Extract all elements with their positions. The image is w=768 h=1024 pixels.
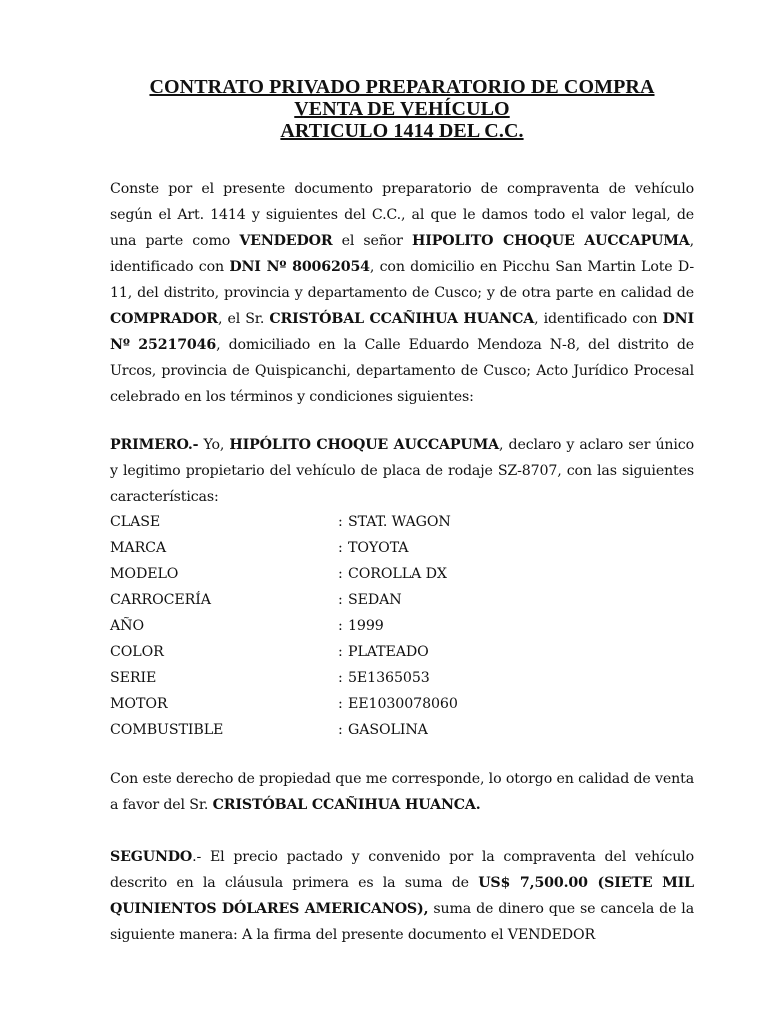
- spec-key: SERIE: [110, 670, 157, 686]
- segundo-paragraph: [110, 844, 694, 948]
- segundo-amount: US$ 7,500.00 (SIETE MIL QUINIENTOS DÓLARES AMERICANOS),: [110, 875, 694, 917]
- document-title: [60, 76, 744, 142]
- spec-value: 5E1365053: [348, 670, 430, 686]
- segundo-label: SEGUNDO: [110, 849, 193, 865]
- title-line-1: CONTRATO PRIVADO PREPARATORIO DE COMPRA: [149, 76, 655, 98]
- vendedor-name: HIPOLITO CHOQUE AUCCAPUMA: [411, 233, 690, 249]
- intro-text: , identificado con: [534, 311, 663, 327]
- spec-value: 1999: [348, 618, 384, 634]
- spec-row: [110, 717, 694, 743]
- spec-value: SEDAN: [348, 592, 402, 608]
- propiedad-text: Con este derecho de propiedad que me corresponde, lo otorgo en calidad de venta a favor del Sr.: [110, 771, 694, 813]
- spec-row: [110, 561, 694, 587]
- spec-row: [110, 535, 694, 561]
- primero-paragraph: [110, 432, 694, 510]
- spec-key: MODELO: [110, 566, 179, 582]
- segundo-text: suma de dinero que se cancela de la siguiente manera: A la firma del presente documento el VENDEDOR: [110, 901, 694, 943]
- spec-separator: :: [338, 670, 343, 686]
- spec-separator: :: [338, 644, 343, 660]
- vendedor-dni: DNI Nº 80062054: [229, 259, 370, 275]
- spec-separator: :: [338, 514, 343, 530]
- spec-separator: :: [338, 722, 343, 738]
- propiedad-paragraph: [110, 766, 694, 818]
- primero-name: HIPÓLITO CHOQUE AUCCAPUMA: [229, 437, 500, 453]
- spec-key: COMBUSTIBLE: [110, 722, 224, 738]
- comprador-name: CRISTÓBAL CCAÑIHUA HUANCA: [269, 311, 535, 327]
- spec-key: MOTOR: [110, 696, 168, 712]
- title-line-3: ARTICULO 1414 DEL C.C.: [280, 120, 524, 142]
- intro-text: , identificado con: [110, 233, 694, 275]
- intro-text: , con domicilio en Picchu San Martin Lote D-11, del distrito, provincia y departamento de Cusco; y de otra parte en calidad de: [110, 259, 694, 301]
- spec-value: COROLLA DX: [348, 566, 447, 582]
- spec-key: CARROCERÍA: [110, 592, 211, 608]
- spec-row: [110, 509, 694, 535]
- spec-row: [110, 613, 694, 639]
- spec-value: EE1030078060: [348, 696, 458, 712]
- intro-paragraph: [110, 176, 694, 410]
- spec-value: PLATEADO: [348, 644, 429, 660]
- comprador-dni: DNI Nº 25217046: [110, 311, 694, 353]
- spec-value: STAT. WAGON: [348, 514, 451, 530]
- spec-separator: :: [338, 618, 343, 634]
- spec-separator: :: [338, 540, 343, 556]
- spec-value: TOYOTA: [348, 540, 409, 556]
- intro-text: , domiciliado en la Calle Eduardo Mendoza N-8, del distrito de Urcos, provincia de Quispicanchi, departamento de Cusco; Acto Jurídico Procesal celebrado en los términos y condiciones siguientes:: [110, 337, 695, 405]
- spec-value: GASOLINA: [348, 722, 428, 738]
- primero-text: , declaro y aclaro ser único y legitimo propietario del vehículo de placa de rodaje SZ-8707, con las siguientes características:: [110, 437, 694, 505]
- spec-key: MARCA: [110, 540, 167, 556]
- vendedor-label: VENDEDOR: [239, 233, 333, 249]
- spec-key: AÑO: [110, 618, 144, 634]
- spec-separator: :: [338, 592, 343, 608]
- segundo-text: .- El precio pactado y convenido por la compraventa del vehículo descrito en la cláusula primera es la suma de: [110, 849, 694, 891]
- spec-row: [110, 691, 694, 717]
- title-line-2: VENTA DE VEHÍCULO: [294, 98, 510, 120]
- spec-key: COLOR: [110, 644, 164, 660]
- intro-text: el señor: [332, 233, 412, 249]
- comprador-label: COMPRADOR: [110, 311, 218, 327]
- spec-row: [110, 665, 694, 691]
- propiedad-name: CRISTÓBAL CCAÑIHUA HUANCA.: [212, 797, 481, 813]
- primero-label: PRIMERO.-: [110, 437, 199, 453]
- vehicle-specs-list: [110, 509, 694, 743]
- spec-key: CLASE: [110, 514, 161, 530]
- spec-separator: :: [338, 696, 343, 712]
- intro-text: , el Sr.: [217, 311, 270, 327]
- spec-row: [110, 639, 694, 665]
- spec-separator: :: [338, 566, 343, 582]
- spec-row: [110, 587, 694, 613]
- primero-text: Yo,: [198, 437, 230, 453]
- intro-text: Conste por el presente documento preparatorio de compraventa de vehículo según el Art. 1414 y siguientes del C.C., al que le damos todo el valor legal, de una parte como: [110, 181, 694, 249]
